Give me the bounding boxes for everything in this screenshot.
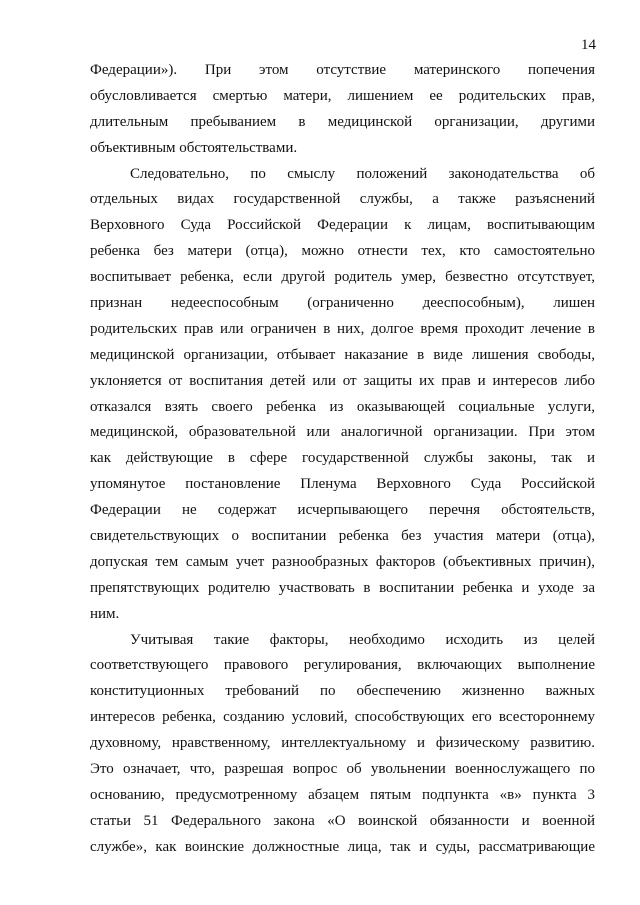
text-line: Следовательно, по смыслу положений законодательства об bbox=[130, 165, 595, 182]
text-line: ребенка без матери (отца), можно отнести тех, кто самостоятельно bbox=[90, 243, 595, 260]
text-line: медицинской, образовательной или аналогичной организации. При этом bbox=[90, 424, 595, 441]
text-line: уклоняется от воспитания детей или от защиты их прав и интересов либо bbox=[90, 372, 595, 389]
text-line: препятствующих родителю участвовать в воспитании ребенка и уходе за bbox=[90, 579, 595, 596]
text-line: упомянутое постановление Пленума Верховного Суда Российской bbox=[90, 476, 595, 493]
text-line: соответствующего правового регулирования, включающих выполнение bbox=[90, 657, 595, 674]
text-line: длительным пребыванием в медицинской организации, другими bbox=[90, 113, 595, 130]
page-number: 14 bbox=[581, 37, 596, 53]
text-line: Верховного Суда Российской Федерации к лицам, воспитывающим bbox=[90, 217, 595, 234]
body-text bbox=[90, 58, 595, 861]
text-line: основанию, предусмотренному абзацем пятым подпункта «в» пункта 3 bbox=[90, 786, 595, 803]
text-line: Учитывая такие факторы, необходимо исходить из целей bbox=[130, 631, 595, 648]
text-line: Федерации не содержат исчерпывающего перечня обстоятельств, bbox=[90, 502, 595, 519]
text-line: интересов ребенка, созданию условий, способствующих его всестороннему bbox=[90, 709, 595, 726]
text-line: медицинской организации, отбывает наказание в виде лишения свободы, bbox=[90, 346, 595, 363]
text-line: отдельных видах государственной службы, а также разъяснений bbox=[90, 191, 595, 208]
text-line: духовному, нравственному, интеллектуальному и физическому развитию. bbox=[90, 735, 595, 752]
text-line: службе», как воинские должностные лица, так и суды, рассматривающие bbox=[90, 838, 595, 855]
text-line: как действующие в сфере государственной службы законы, так и bbox=[90, 450, 595, 467]
text-line: конституционных требований по обеспечению жизненно важных bbox=[90, 683, 595, 700]
text-line: родительских прав или ограничен в них, долгое время проходит лечение в bbox=[90, 320, 595, 337]
text-line: обусловливается смертью матери, лишением ее родительских прав, bbox=[90, 87, 595, 104]
text-line: статьи 51 Федерального закона «О воинской обязанности и военной bbox=[90, 812, 595, 829]
text-line: признан недееспособным (ограниченно дееспособным), лишен bbox=[90, 295, 595, 312]
text-line: Это означает, что, разрешая вопрос об увольнении военнослужащего по bbox=[90, 761, 595, 778]
text-line: отказался взять своего ребенка из оказывающей социальные услуги, bbox=[90, 398, 595, 415]
text-line: воспитывает ребенка, если другой родитель умер, безвестно отсутствует, bbox=[90, 269, 595, 286]
text-line: Федерации»). При этом отсутствие материнского попечения bbox=[90, 62, 595, 78]
text-line: допуская тем самым учет разнообразных факторов (объективных причин), bbox=[90, 553, 595, 570]
text-line: свидетельствующих о воспитании ребенка без участия матери (отца), bbox=[90, 528, 595, 545]
text-line: ним. bbox=[90, 605, 120, 622]
text-line: объективным обстоятельствами. bbox=[90, 139, 298, 156]
